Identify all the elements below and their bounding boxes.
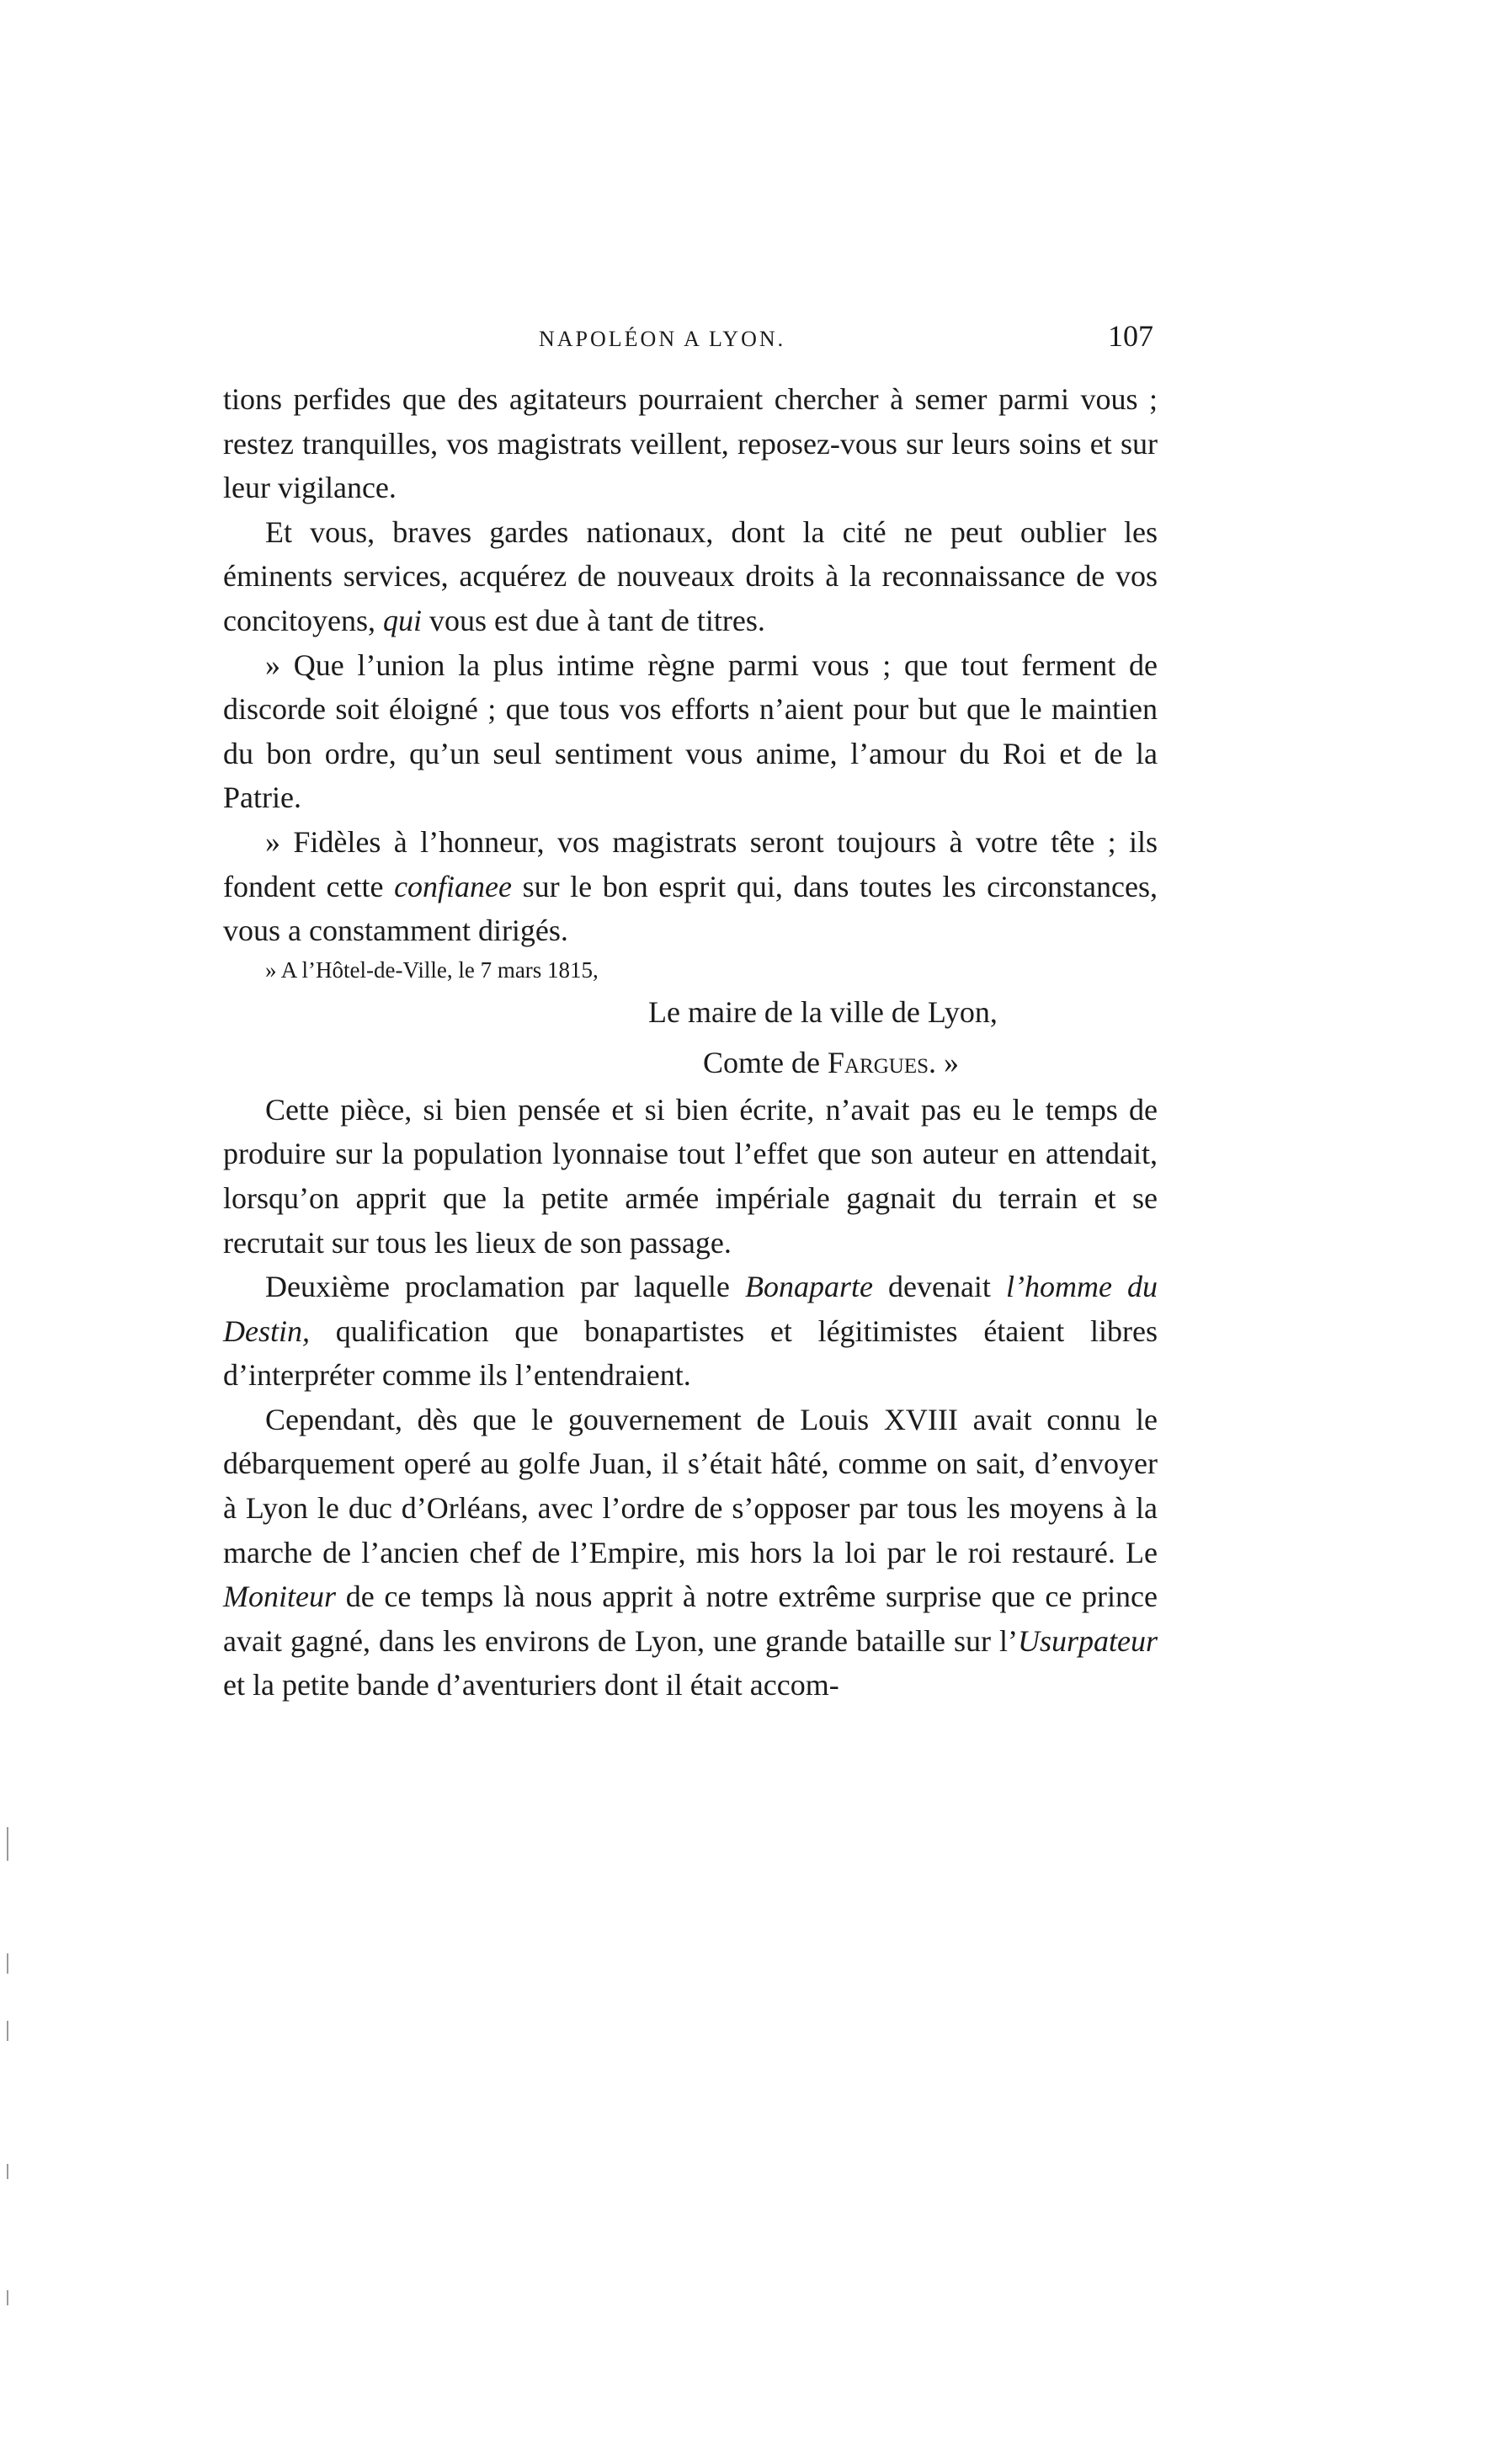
scan-margin-mark: [7, 1953, 8, 1974]
page-number: 107: [1108, 319, 1153, 353]
paragraph-6-italic-1: Bonaparte: [744, 1270, 873, 1304]
body-text: [223, 377, 1158, 1708]
paragraph-1: [223, 377, 1158, 510]
paragraph-1-text: tions perfides que des agitateurs pourraient chercher à semer parmi vous ; restez tranquilles, vos magistrats veillent, reposez-vous sur leurs soins et sur leur vigilance.: [223, 382, 1158, 505]
paragraph-4: [223, 820, 1158, 953]
paragraph-2: [223, 510, 1158, 643]
scan-margin-mark: [7, 2164, 8, 2179]
paragraph-2-text-b: vous est due à tant de titres.: [421, 603, 765, 637]
signature-name: [223, 1037, 1158, 1088]
paragraph-2-text-a: Et vous, braves gardes nationaux, dont la cité ne peut oublier les éminents services, acquérez de nouveaux droits à la reconnaissance de vos concitoyens,: [223, 514, 1158, 637]
paragraph-7: [223, 1398, 1158, 1708]
paragraph-6-text-c: qualification que bonapartistes et légitimistes étaient libres d’interpréter comme ils l’entendraient.: [223, 1313, 1158, 1393]
paragraph-6-text-a: Deuxième proclamation par laquelle: [265, 1270, 745, 1304]
paragraph-4-italic: confianee: [394, 869, 513, 903]
signature-surname: Fargues: [827, 1045, 929, 1079]
paragraph-3-text: » Que l’union la plus intime règne parmi vous ; que tout ferment de discorde soit éloigné ; que tous vos efforts n’aient pour but que le maintien du bon ordre, qu’un seul sentiment vous anime, l’amour du Roi et de la Patrie.: [223, 647, 1158, 815]
paragraph-6: [223, 1265, 1158, 1398]
paragraph-2-italic: qui: [382, 603, 422, 637]
paragraph-4-text-a: » Fidèles à l’honneur, vos magistrats seront toujours à votre tête ; ils fondent cette: [223, 824, 1158, 903]
page-header: [227, 312, 1162, 362]
paragraph-7-text-c: et la petite bande d’aventuriers dont il était accom-: [223, 1668, 839, 1702]
scan-margin-mark: [7, 2290, 8, 2305]
paragraph-6-italic-2: l’homme du Destin,: [223, 1270, 1158, 1348]
paragraph-7-text-a: Cependant, dès que le gouvernement de Louis XVIII avait connu le débarquement operé au golfe Juan, il s’était hâté, comme on sait, d’envoyer à Lyon le duc d’Orléans, avec l’ordre de s’opposer par tous les moyens à la marche de l’ancien chef de l’Empire, mis hors la loi par le roi restauré. Le: [223, 1402, 1158, 1569]
paragraph-7-italic-2: Usurpateur: [1017, 1623, 1158, 1658]
dateline: » A l’Hôtel-de-Ville, le 7 mars 1815,: [265, 956, 599, 983]
paragraph-5: [223, 1088, 1158, 1265]
paragraph-6-text-b: devenait: [872, 1270, 1006, 1304]
scan-margin-mark: [7, 1827, 8, 1861]
signature-title: Le maire de la ville de Lyon,: [648, 994, 998, 1029]
scan-margin-mark: [7, 2021, 8, 2041]
running-title: NAPOLÉON A LYON.: [539, 327, 786, 351]
paragraph-4-text-b: sur le bon esprit qui, dans toutes les circonstances, vous a constamment dirigés.: [223, 869, 1158, 948]
paragraph-7-italic-1: Moniteur: [223, 1580, 336, 1614]
paragraph-5-text: Cette pièce, si bien pensée et si bien écrite, n’avait pas eu le temps de produire sur la population lyonnaise tout l’effet que son auteur en attendait, lorsqu’on apprit que la petite armée impériale gagnait du terrain et se recrutait sur tous les lieux de son passage.: [223, 1092, 1158, 1260]
paragraph-3: [223, 643, 1158, 820]
paragraph-7-text-b: de ce temps là nous apprit à notre extrême surprise que ce prince avait gagné, dans les environs de Lyon, une grande bataille sur l’: [223, 1580, 1158, 1658]
signature-name-prefix: Comte de: [703, 1045, 828, 1079]
signature-name-suffix: . »: [929, 1045, 960, 1079]
